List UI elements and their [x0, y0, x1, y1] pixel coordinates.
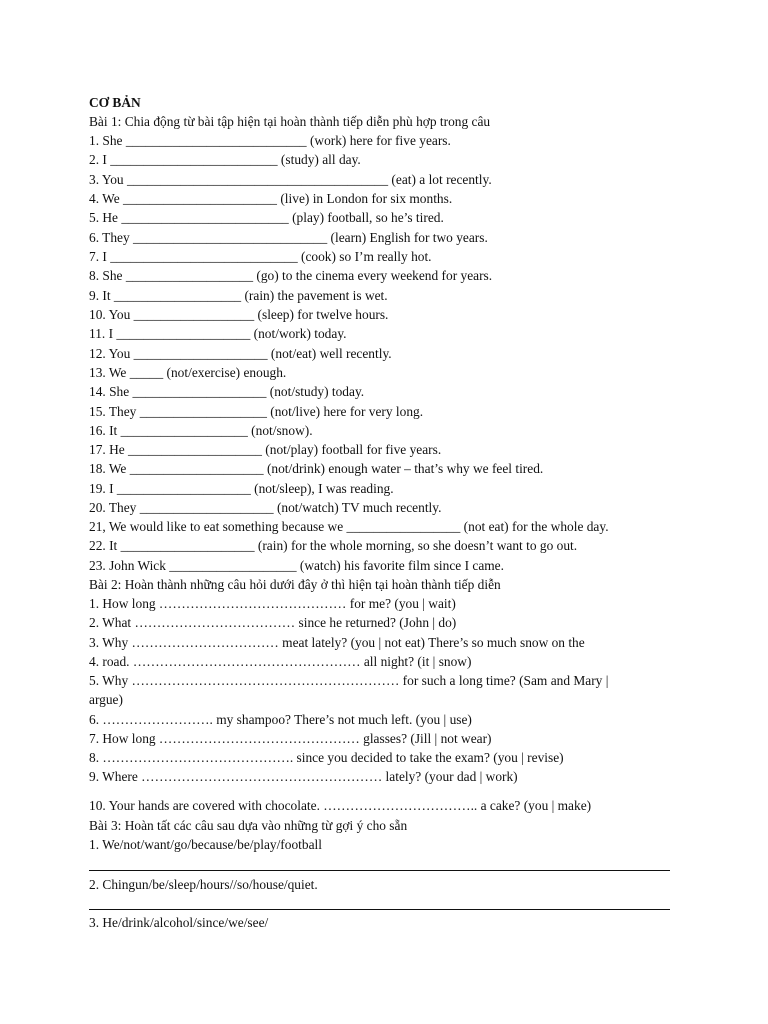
ex1-item-12: 12. You ____________________ (not/eat) well recently. [89, 346, 392, 361]
ex1-item-7: 7. I ____________________________ (cook) so I’m really hot. [89, 249, 432, 264]
ex1-item-22: 22. It ____________________ (rain) for the whole morning, so she doesn’t want to go out. [89, 538, 578, 553]
ex1-item-4: 4. We _______________________ (live) in London for six months. [89, 191, 453, 206]
ex1-item-5: 5. He _________________________ (play) football, so he’s tired. [89, 210, 444, 225]
ex1-item-14: 14. She ____________________ (not/study) today. [89, 384, 365, 399]
ex1-item-16: 16. It ___________________ (not/snow). [89, 423, 313, 438]
ex3-item-2: 2. Chingun/be/sleep/hours//so/house/quiet. [89, 877, 318, 892]
ex1-item-3: 3. You _______________________________________ (eat) a lot recently. [89, 172, 492, 187]
ex1-item-17: 17. He ____________________ (not/play) football for five years. [89, 442, 442, 457]
ex2-item-2: 2. What ……………………………… since he returned? (John | do) [89, 615, 457, 630]
ex1-item-8: 8. She ___________________ (go) to the cinema every weekend for years. [89, 268, 493, 283]
ex2-item-7: 7. How long ……………………………………… glasses? (Jill | not wear) [89, 731, 492, 746]
exercise-2-title: Bài 2: Hoàn thành những câu hỏi dưới đây ở thì hiện tại hoàn thành tiếp diễn [89, 577, 501, 592]
ex1-item-11: 11. I ____________________ (not/work) today. [89, 326, 347, 341]
ex1-item-23: 23. John Wick ___________________ (watch) his favorite film since I came. [89, 558, 504, 573]
ex1-item-21: 21, We would like to eat something because we _________________ (not eat) for the whole day. [89, 519, 609, 534]
ex2-item-10: 10. Your hands are covered with chocolate. …………………………….. a cake? (you | make) [89, 798, 592, 813]
ex1-item-13: 13. We _____ (not/exercise) enough. [89, 365, 287, 380]
ex1-item-18: 18. We ____________________ (not/drink) enough water – that’s why we feel tired. [89, 461, 544, 476]
ex1-item-19: 19. I ____________________ (not/sleep), I was reading. [89, 481, 394, 496]
ex1-item-20: 20. They ____________________ (not/watch) TV much recently. [89, 500, 442, 515]
ex1-item-1: 1. She ___________________________ (work) here for five years. [89, 133, 451, 148]
ex2-item-3: 3. Why …………………………… meat lately? (you | not eat) There’s so much snow on the [89, 635, 585, 650]
ex1-item-9: 9. It ___________________ (rain) the pavement is wet. [89, 288, 388, 303]
exercise-3-title: Bài 3: Hoàn tất các câu sau dựa vào những từ gợi ý cho sẵn [89, 818, 408, 833]
ex2-item-8: 8. ……………………………………. since you decided to take the exam? (you | revise) [89, 750, 564, 765]
ex1-item-6: 6. They _____________________________ (learn) English for two years. [89, 230, 488, 245]
ex2-item-4: 4. road. …………………………………………… all night? (it | snow) [89, 654, 472, 669]
ex2-item-5-continued: argue) [89, 692, 123, 707]
ex3-item-1: 1. We/not/want/go/because/be/play/football [89, 837, 322, 852]
ex2-item-5: 5. Why …………………………………………………… for such a long time? (Sam and Mary | [89, 673, 609, 688]
ex1-item-15: 15. They ___________________ (not/live) here for very long. [89, 404, 424, 419]
section-heading: CƠ BẢN [89, 95, 141, 110]
answer-line-2 [89, 909, 670, 910]
ex1-item-2: 2. I _________________________ (study) all day. [89, 152, 361, 167]
ex2-item-9: 9. Where ……………………………………………… lately? (your dad | work) [89, 769, 518, 784]
ex1-item-10: 10. You __________________ (sleep) for twelve hours. [89, 307, 389, 322]
ex2-item-1: 1. How long …………………………………… for me? (you | wait) [89, 596, 456, 611]
exercise-1-title: Bài 1: Chia động từ bài tập hiện tại hoàn thành tiếp diễn phù hợp trong câu [89, 114, 491, 129]
ex2-item-6: 6. ……………………. my shampoo? There’s not much left. (you | use) [89, 712, 472, 727]
ex3-item-3: 3. He/drink/alcohol/since/we/see/ [89, 915, 269, 930]
answer-line-1 [89, 870, 670, 871]
